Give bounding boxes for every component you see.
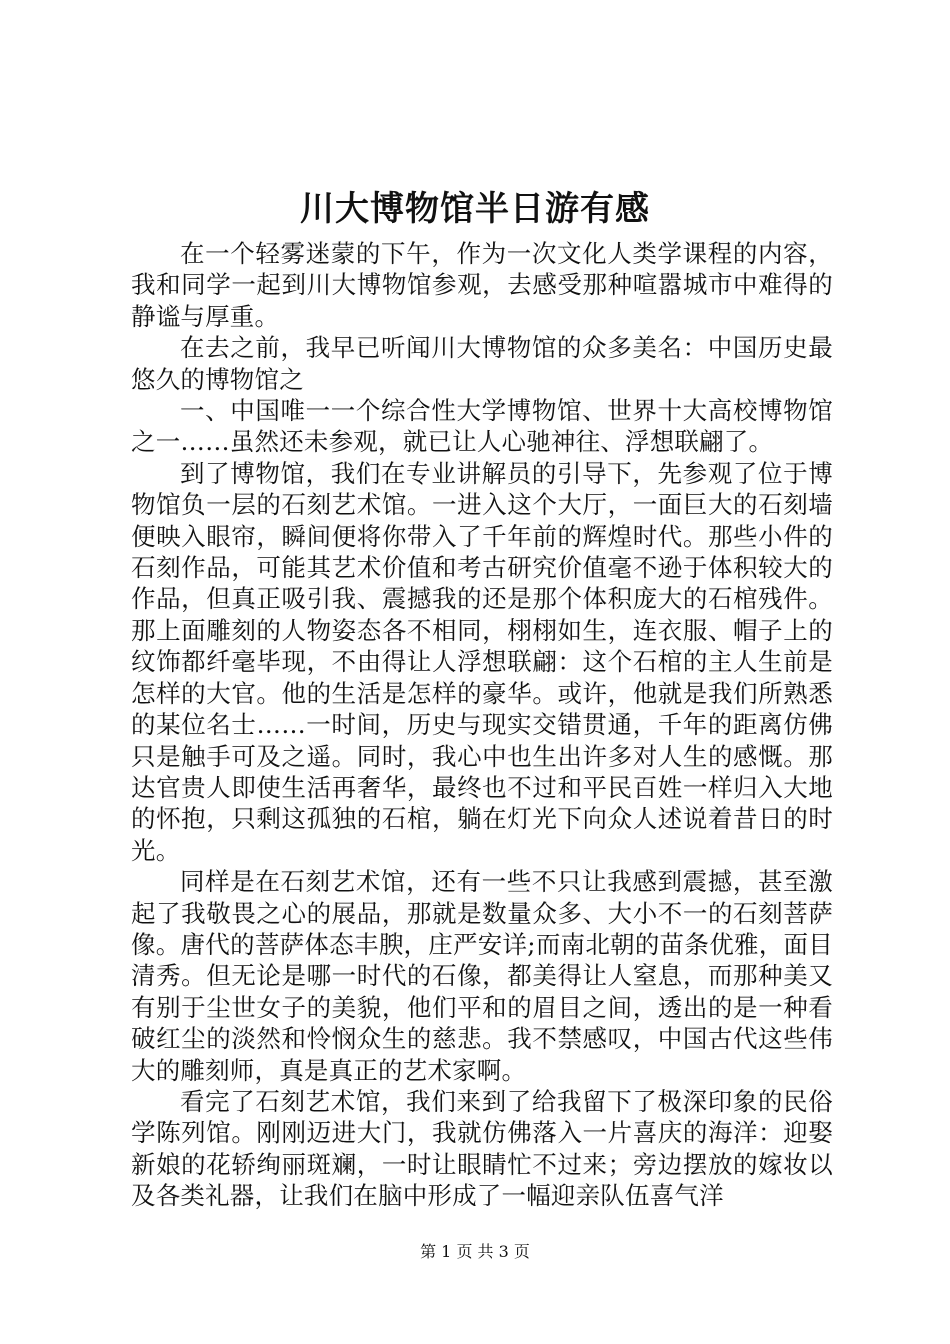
paragraph: 在去之前，我早已听闻川大博物馆的众多美名：中国历史最悠久的博物馆之 bbox=[131, 333, 833, 394]
page-number-footer: 第 1 页 共 3 页 bbox=[420, 1242, 530, 1261]
paragraph: 同样是在石刻艺术馆，还有一些不只让我感到震撼，甚至激起了我敬畏之心的展品，那就是数量众多、大小不一的石刻菩萨像。唐代的菩萨体态丰腴，庄严安详;而南北朝的苗条优雅，面目清秀。但无论是哪一时代的石像，都美得让人窒息，而那种美又有别于尘世女子的美貌，他们平和的眉目之间，透出的是一种看破红尘的淡然和怜悯众生的慈悲。我不禁感叹，中国古代这些伟大的雕刻师，真是真正的艺术家啊。 bbox=[131, 867, 833, 1085]
paragraph: 在一个轻雾迷蒙的下午，作为一次文化人类学课程的内容，我和同学一起到川大博物馆参观，去感受那种喧嚣城市中难得的静谧与厚重。 bbox=[131, 239, 833, 331]
paragraph: 看完了石刻艺术馆，我们来到了给我留下了极深印象的民俗学陈列馆。刚刚迈进大门，我就仿佛落入一片喜庆的海洋：迎娶新娘的花轿绚丽斑斓，一时让眼睛忙不过来；旁边摆放的嫁妆以及各类礼器，让我们在脑中形成了一幅迎亲队伍喜气洋 bbox=[131, 1086, 833, 1211]
paragraph: 一、中国唯一一个综合性大学博物馆、世界十大高校博物馆之一……虽然还未参观，就已让人心驰神往、浮想联翩了。 bbox=[131, 396, 833, 457]
document-title: 川大博物馆半日游有感 bbox=[300, 189, 650, 229]
paragraph: 到了博物馆，我们在专业讲解员的引导下，先参观了位于博物馆负一层的石刻艺术馆。一进入这个大厅，一面巨大的石刻墙便映入眼帘，瞬间便将你带入了千年前的辉煌时代。那些小件的石刻作品，可能其艺术价值和考古研究价值毫不逊于体积较大的作品，但真正吸引我、震撼我的还是那个体积庞大的石棺残件。那上面雕刻的人物姿态各不相同，栩栩如生，连衣服、帽子上的纹饰都纤毫毕现，不由得让人浮想联翩：这个石棺的主人生前是怎样的大官。他的生活是怎样的豪华。或许，他就是我们所熟悉的某位名士……一时间，历史与现实交错贯通，千年的距离仿佛只是触手可及之遥。同时，我心中也生出许多对人生的感慨。那达官贵人即使生活再奢华，最终也不过和平民百姓一样归入大地的怀抱，只剩这孤独的石棺，躺在灯光下向众人述说着昔日的时光。 bbox=[131, 458, 833, 865]
document-body bbox=[131, 238, 833, 1212]
